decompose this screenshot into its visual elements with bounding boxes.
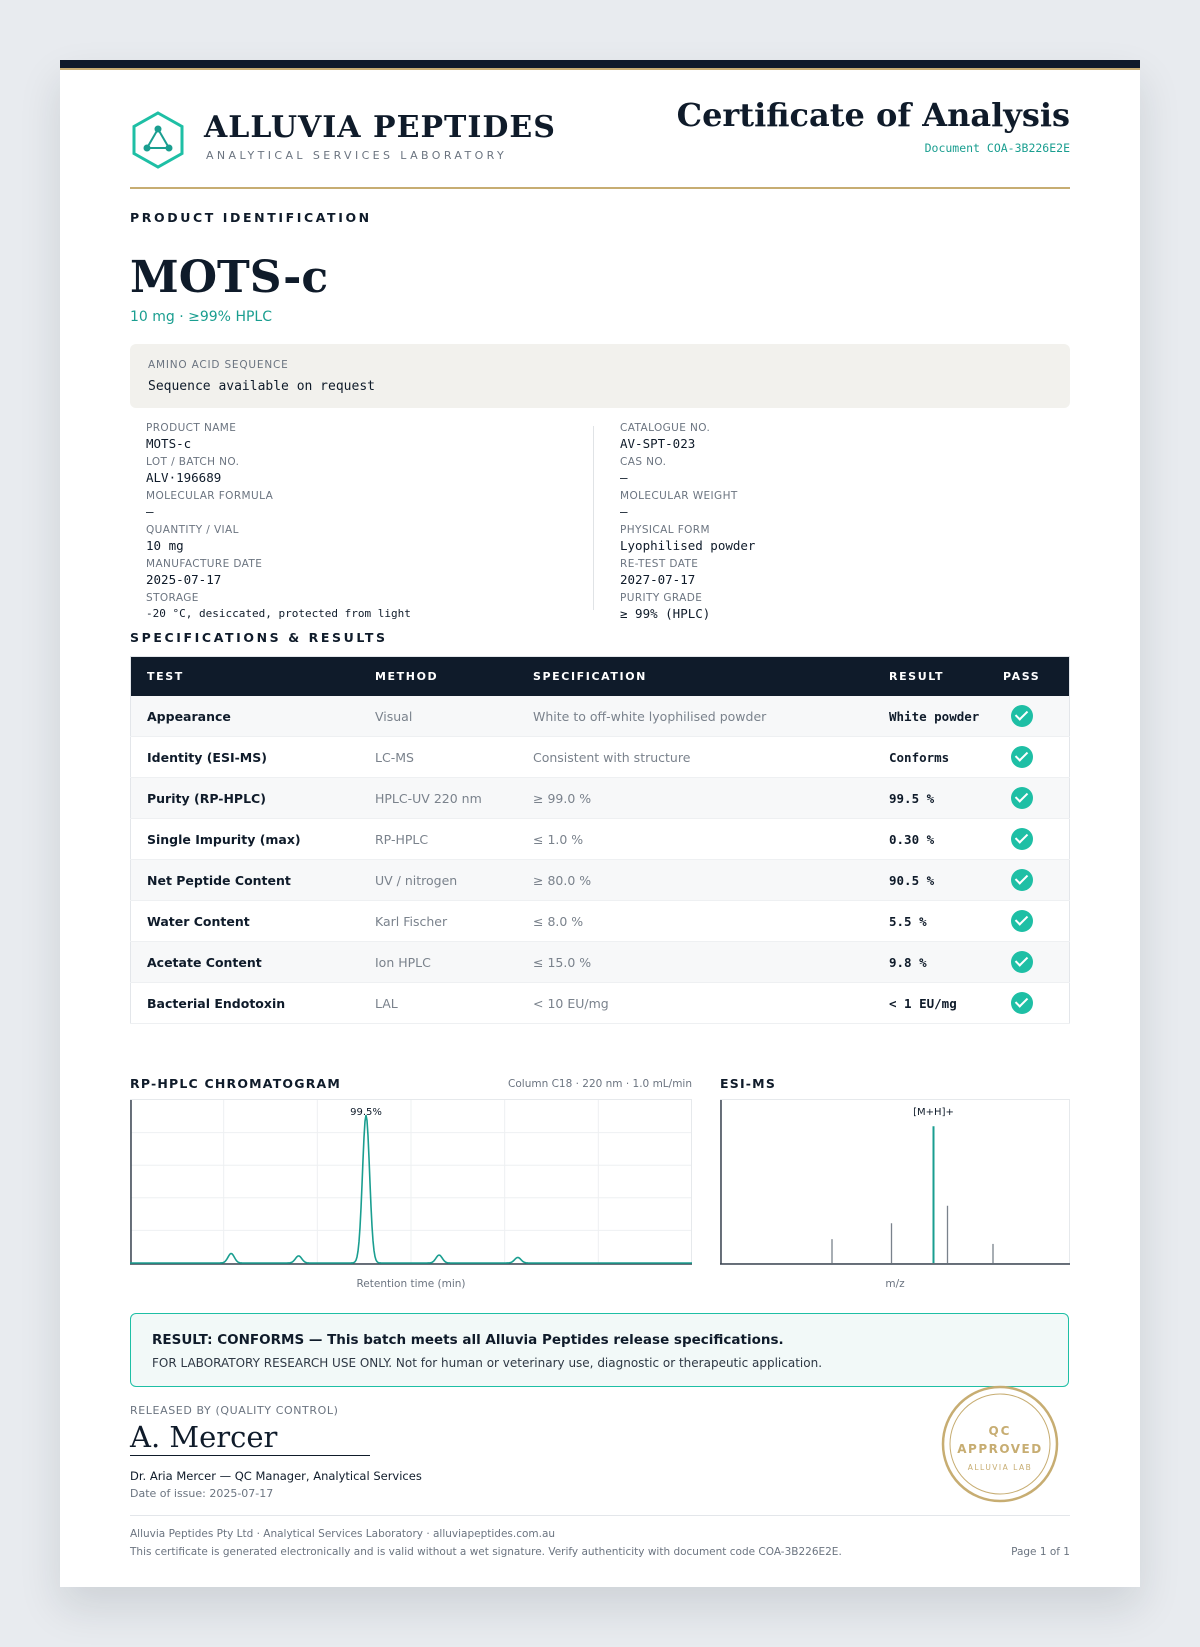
cell-pass: [987, 901, 1070, 942]
cell-method: UV / nitrogen: [359, 860, 517, 901]
field-quantity: [146, 524, 586, 558]
signature-line: [130, 1455, 370, 1456]
sequence-value: Sequence available on request: [148, 379, 375, 394]
product-details-grid: [130, 422, 1070, 621]
field-value: 10 mg: [146, 538, 184, 553]
cell-method: RP-HPLC: [359, 819, 517, 860]
product-title: MOTS-c: [130, 252, 329, 303]
released-by-label: RELEASED BY (QUALITY CONTROL): [130, 1404, 339, 1417]
field-label: PRODUCT NAME: [146, 422, 237, 434]
product-section-label: PRODUCT IDENTIFICATION: [130, 210, 372, 225]
cell-result: 5.5 %: [873, 901, 987, 942]
cell-result: 99.5 %: [873, 778, 987, 819]
cell-specification: Consistent with structure: [517, 737, 873, 778]
details-column-divider: [593, 426, 594, 610]
cell-pass: [987, 983, 1070, 1024]
cell-test: Single Impurity (max): [131, 819, 360, 860]
cell-pass: [987, 942, 1070, 983]
esims-x-axis-label: m/z: [885, 1278, 905, 1290]
field-value: AV-SPT-023: [620, 436, 696, 451]
field-purity-grade: [620, 592, 1060, 626]
cell-specification: ≥ 80.0 %: [517, 860, 873, 901]
field-value: —: [620, 470, 628, 485]
cell-method: LC-MS: [359, 737, 517, 778]
specs-section-label: SPECIFICATIONS & RESULTS: [130, 630, 388, 645]
pass-check-icon: [1011, 787, 1033, 809]
table-row: [131, 860, 1070, 901]
stamp-line-3: ALLUVIA LAB: [967, 1463, 1033, 1472]
field-cas-number: [620, 456, 1060, 490]
main-peak-label: 99.5%: [350, 1107, 382, 1118]
cell-result: 0.30 %: [873, 819, 987, 860]
top-gold-rule: [60, 68, 1140, 70]
sequence-box: [130, 344, 1070, 408]
cell-specification: White to off-white lyophilised powder: [517, 696, 873, 737]
table-row: [131, 778, 1070, 819]
cell-test: Appearance: [131, 696, 360, 737]
pass-check-icon: [1011, 869, 1033, 891]
footer-company-line: Alluvia Peptides Pty Ltd · Analytical Services Laboratory · alluviapeptides.com.au: [130, 1528, 556, 1540]
pass-check-icon: [1011, 910, 1033, 932]
field-label: STORAGE: [146, 592, 199, 604]
field-value: —: [620, 504, 628, 519]
pass-check-icon: [1011, 992, 1033, 1014]
field-value: 2027-07-17: [620, 572, 696, 587]
field-label: MOLECULAR WEIGHT: [620, 490, 738, 502]
field-retest-date: [620, 558, 1060, 592]
table-header-row: [131, 657, 1070, 697]
pass-check-icon: [1011, 705, 1033, 727]
field-storage: [146, 592, 586, 626]
field-label: RE-TEST DATE: [620, 558, 699, 570]
table-row: [131, 696, 1070, 737]
hexagon-molecule-logo-icon: [130, 110, 186, 170]
cell-test: Net Peptide Content: [131, 860, 360, 901]
column-header-method: METHOD: [359, 657, 517, 697]
field-label: CATALOGUE NO.: [620, 422, 711, 434]
cell-method: HPLC-UV 220 nm: [359, 778, 517, 819]
field-lot-number: [146, 456, 586, 490]
cell-result: 9.8 %: [873, 942, 987, 983]
field-label: PURITY GRADE: [620, 592, 703, 604]
qc-approved-stamp-icon: [941, 1385, 1059, 1503]
field-label: MANUFACTURE DATE: [146, 558, 263, 570]
cell-test: Identity (ESI-MS): [131, 737, 360, 778]
field-physical-form: [620, 524, 1060, 558]
cell-result: < 1 EU/mg: [873, 983, 987, 1024]
field-label: PHYSICAL FORM: [620, 524, 710, 536]
issue-date: Date of issue: 2025-07-17: [130, 1487, 274, 1500]
cell-method: Visual: [359, 696, 517, 737]
footer-validity-note: This certificate is generated electronically and is valid without a wet signature. Verify authenticity with document code COA-3B226E2E.: [130, 1546, 842, 1558]
hplc-chromatogram-chart: [130, 1096, 692, 1268]
cell-specification: < 10 EU/mg: [517, 983, 873, 1024]
ms-peak-label: [M+H]+: [913, 1107, 954, 1118]
brand-subtitle: ANALYTICAL SERVICES LABORATORY: [206, 149, 508, 162]
cell-pass: [987, 737, 1070, 778]
cell-pass: [987, 819, 1070, 860]
stamp-line-2: APPROVED: [957, 1442, 1043, 1456]
cell-result: 90.5 %: [873, 860, 987, 901]
footer-divider: [130, 1515, 1070, 1516]
sequence-label: AMINO ACID SEQUENCE: [148, 359, 289, 371]
specifications-table: [130, 656, 1070, 1024]
cell-method: Karl Fischer: [359, 901, 517, 942]
field-value: —: [146, 504, 154, 519]
product-subtitle: 10 mg · ≥99% HPLC: [130, 309, 272, 325]
certificate-page: [60, 60, 1140, 1587]
table-row: [131, 901, 1070, 942]
pass-check-icon: [1011, 746, 1033, 768]
column-header-test: TEST: [131, 657, 360, 697]
column-header-result: RESULT: [873, 657, 987, 697]
brand-name: ALLUVIA PEPTIDES: [204, 110, 556, 145]
cell-result: White powder: [873, 696, 987, 737]
cell-test: Bacterial Endotoxin: [131, 983, 360, 1024]
cell-test: Water Content: [131, 901, 360, 942]
field-product-name: [146, 422, 586, 456]
hplc-chart-title: RP-HPLC CHROMATOGRAM: [130, 1076, 342, 1091]
table-row: [131, 737, 1070, 778]
table-row: [131, 819, 1070, 860]
pass-check-icon: [1011, 951, 1033, 973]
cell-test: Purity (RP-HPLC): [131, 778, 360, 819]
cell-method: LAL: [359, 983, 517, 1024]
hplc-chart-note: Column C18 · 220 nm · 1.0 mL/min: [508, 1078, 692, 1090]
cell-specification: ≥ 99.0 %: [517, 778, 873, 819]
cell-pass: [987, 696, 1070, 737]
field-manufacture-date: [146, 558, 586, 592]
field-value: 2025-07-17: [146, 572, 222, 587]
cell-test: Acetate Content: [131, 942, 360, 983]
field-label: CAS NO.: [620, 456, 667, 468]
top-accent-bar: [60, 60, 1140, 68]
field-value: Lyophilised powder: [620, 538, 756, 553]
research-use-disclaimer: FOR LABORATORY RESEARCH USE ONLY. Not for human or veterinary use, diagnostic or therapeutic application.: [152, 1356, 823, 1370]
signer-name: Dr. Aria Mercer — QC Manager, Analytical Services: [130, 1469, 422, 1483]
cell-specification: ≤ 15.0 %: [517, 942, 873, 983]
field-value: ALV·196689: [146, 470, 222, 485]
cell-result: Conforms: [873, 737, 987, 778]
field-value: MOTS-c: [146, 436, 192, 451]
page-number: Page 1 of 1: [1011, 1546, 1070, 1558]
field-molecular-formula: [146, 490, 586, 524]
table-row: [131, 983, 1070, 1024]
field-value: ≥ 99% (HPLC): [620, 606, 711, 621]
chart-plot-area: [721, 1100, 1070, 1264]
table-row: [131, 942, 1070, 983]
field-molecular-weight: [620, 490, 1060, 524]
cell-pass: [987, 860, 1070, 901]
signature: A. Mercer: [130, 1420, 278, 1454]
cell-pass: [987, 778, 1070, 819]
field-value: -20 °C, desiccated, protected from light: [146, 607, 411, 620]
field-label: MOLECULAR FORMULA: [146, 490, 274, 502]
cell-method: Ion HPLC: [359, 942, 517, 983]
pass-check-icon: [1011, 828, 1033, 850]
esims-chart-title: ESI-MS: [720, 1076, 777, 1091]
result-conclusion-box: [130, 1313, 1069, 1387]
field-catalogue-number: [620, 422, 1060, 456]
stamp-line-1: QC: [988, 1424, 1012, 1438]
document-code: Document COA-3B226E2E: [924, 141, 1070, 155]
cell-specification: ≤ 8.0 %: [517, 901, 873, 942]
document-title: Certificate of Analysis: [676, 96, 1070, 134]
column-header-specification: SPECIFICATION: [517, 657, 873, 697]
header-divider: [130, 187, 1070, 189]
result-statement: RESULT: CONFORMS — This batch meets all Alluvia Peptides release specifications.: [152, 1332, 784, 1348]
column-header-pass: PASS: [987, 657, 1070, 697]
cell-specification: ≤ 1.0 %: [517, 819, 873, 860]
field-label: LOT / BATCH NO.: [146, 456, 240, 468]
field-label: QUANTITY / VIAL: [146, 524, 239, 536]
esims-spectrum-chart: [720, 1096, 1070, 1268]
hplc-x-axis-label: Retention time (min): [356, 1278, 466, 1290]
